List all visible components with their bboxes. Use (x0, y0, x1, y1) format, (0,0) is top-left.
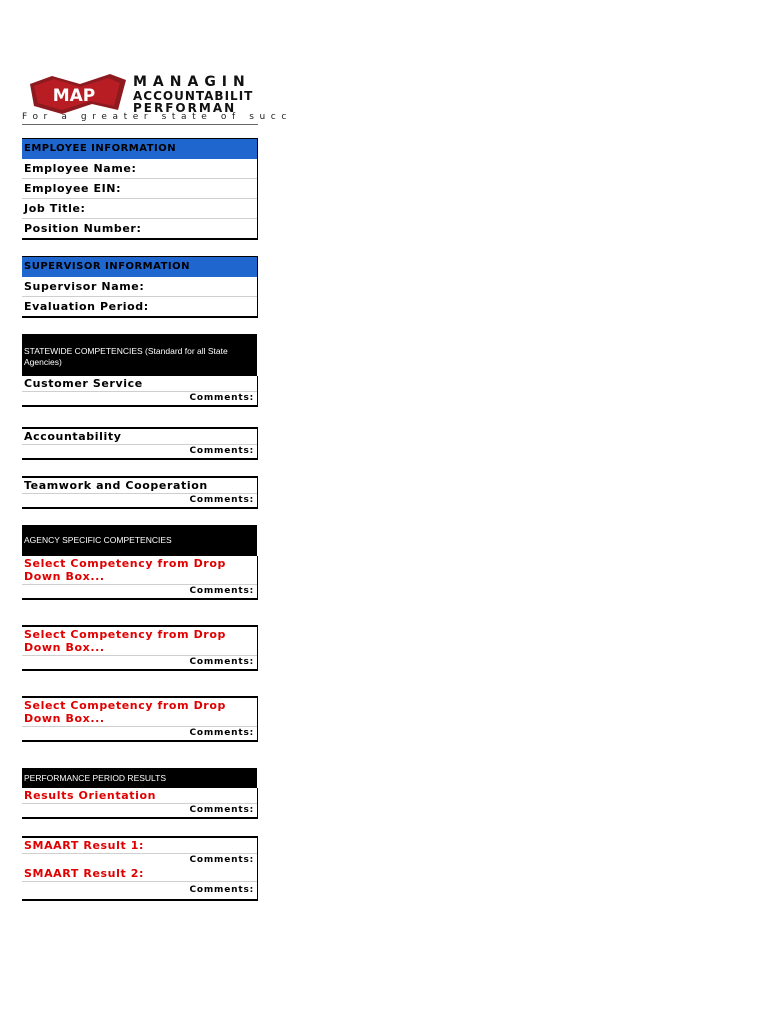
smaart-result-title: SMAART Result 2: (24, 867, 145, 880)
job-title-field[interactable]: Job Title: (22, 199, 257, 219)
logo-divider (22, 124, 258, 125)
comments-field[interactable]: Comments: (22, 655, 257, 671)
competency-dropdown[interactable]: Select Competency from Drop Down Box... (24, 557, 226, 583)
employee-ein-field[interactable]: Employee EIN: (22, 179, 257, 199)
comments-field[interactable]: Comments: (22, 803, 257, 819)
competency-teamwork (22, 476, 258, 509)
competency-dropdown[interactable]: Select Competency from Drop Down Box... (22, 625, 257, 655)
competency-accountability (22, 427, 258, 460)
map-badge-icon (22, 70, 132, 116)
employee-name-field[interactable]: Employee Name: (22, 159, 257, 179)
statewide-competencies-header: STATEWIDE COMPETENCIES (Standard for all State Agencies) (22, 334, 257, 376)
competency-title: Customer Service (24, 377, 143, 390)
agency-competency-1 (22, 556, 258, 600)
competency-title: Teamwork and Cooperation (22, 476, 257, 493)
results-orientation (22, 788, 258, 819)
comments-field[interactable]: Comments: (22, 444, 257, 460)
comments-field[interactable]: Comments: (22, 853, 257, 870)
employee-information-section (22, 138, 258, 240)
employee-information-header: EMPLOYEE INFORMATION (22, 138, 257, 159)
competency-customer-service (22, 376, 258, 407)
comments-field[interactable]: Comments: (22, 391, 257, 407)
agency-competencies-header: AGENCY SPECIFIC COMPETENCIES (22, 525, 257, 556)
agency-competency-3 (22, 696, 258, 742)
comments-field[interactable]: Comments: (22, 881, 257, 901)
comments-field[interactable]: Comments: (22, 584, 257, 600)
performance-results-header: PERFORMANCE PERIOD RESULTS (22, 768, 257, 788)
evaluation-period-field[interactable]: Evaluation Period: (22, 297, 257, 318)
comments-field[interactable]: Comments: (22, 493, 257, 509)
agency-competencies-section (22, 525, 257, 556)
logo-tagline: For a greater state of succ (22, 112, 292, 122)
supervisor-information-header: SUPERVISOR INFORMATION (22, 256, 257, 277)
badge-text: MAP (52, 86, 96, 106)
agency-competency-2 (22, 625, 258, 671)
logo-word-performance: PERFORMAN (133, 101, 237, 115)
supervisor-information-section (22, 256, 258, 318)
smaart-result-2 (22, 866, 258, 901)
competency-title: Accountability (22, 427, 257, 444)
logo-word-accountability: ACCOUNTABILIT (133, 89, 254, 103)
statewide-competencies-section (22, 334, 257, 376)
smaart-result-title: SMAART Result 1: (22, 836, 257, 853)
competency-dropdown[interactable]: Select Competency from Drop Down Box... (22, 696, 257, 726)
supervisor-name-field[interactable]: Supervisor Name: (22, 277, 257, 297)
results-orientation-title: Results Orientation (24, 789, 157, 802)
comments-field[interactable]: Comments: (22, 726, 257, 742)
smaart-result-1 (22, 836, 258, 870)
position-number-field[interactable]: Position Number: (22, 219, 257, 240)
logo-word-managing: MANAGIN (133, 74, 251, 90)
performance-results-section (22, 768, 257, 788)
